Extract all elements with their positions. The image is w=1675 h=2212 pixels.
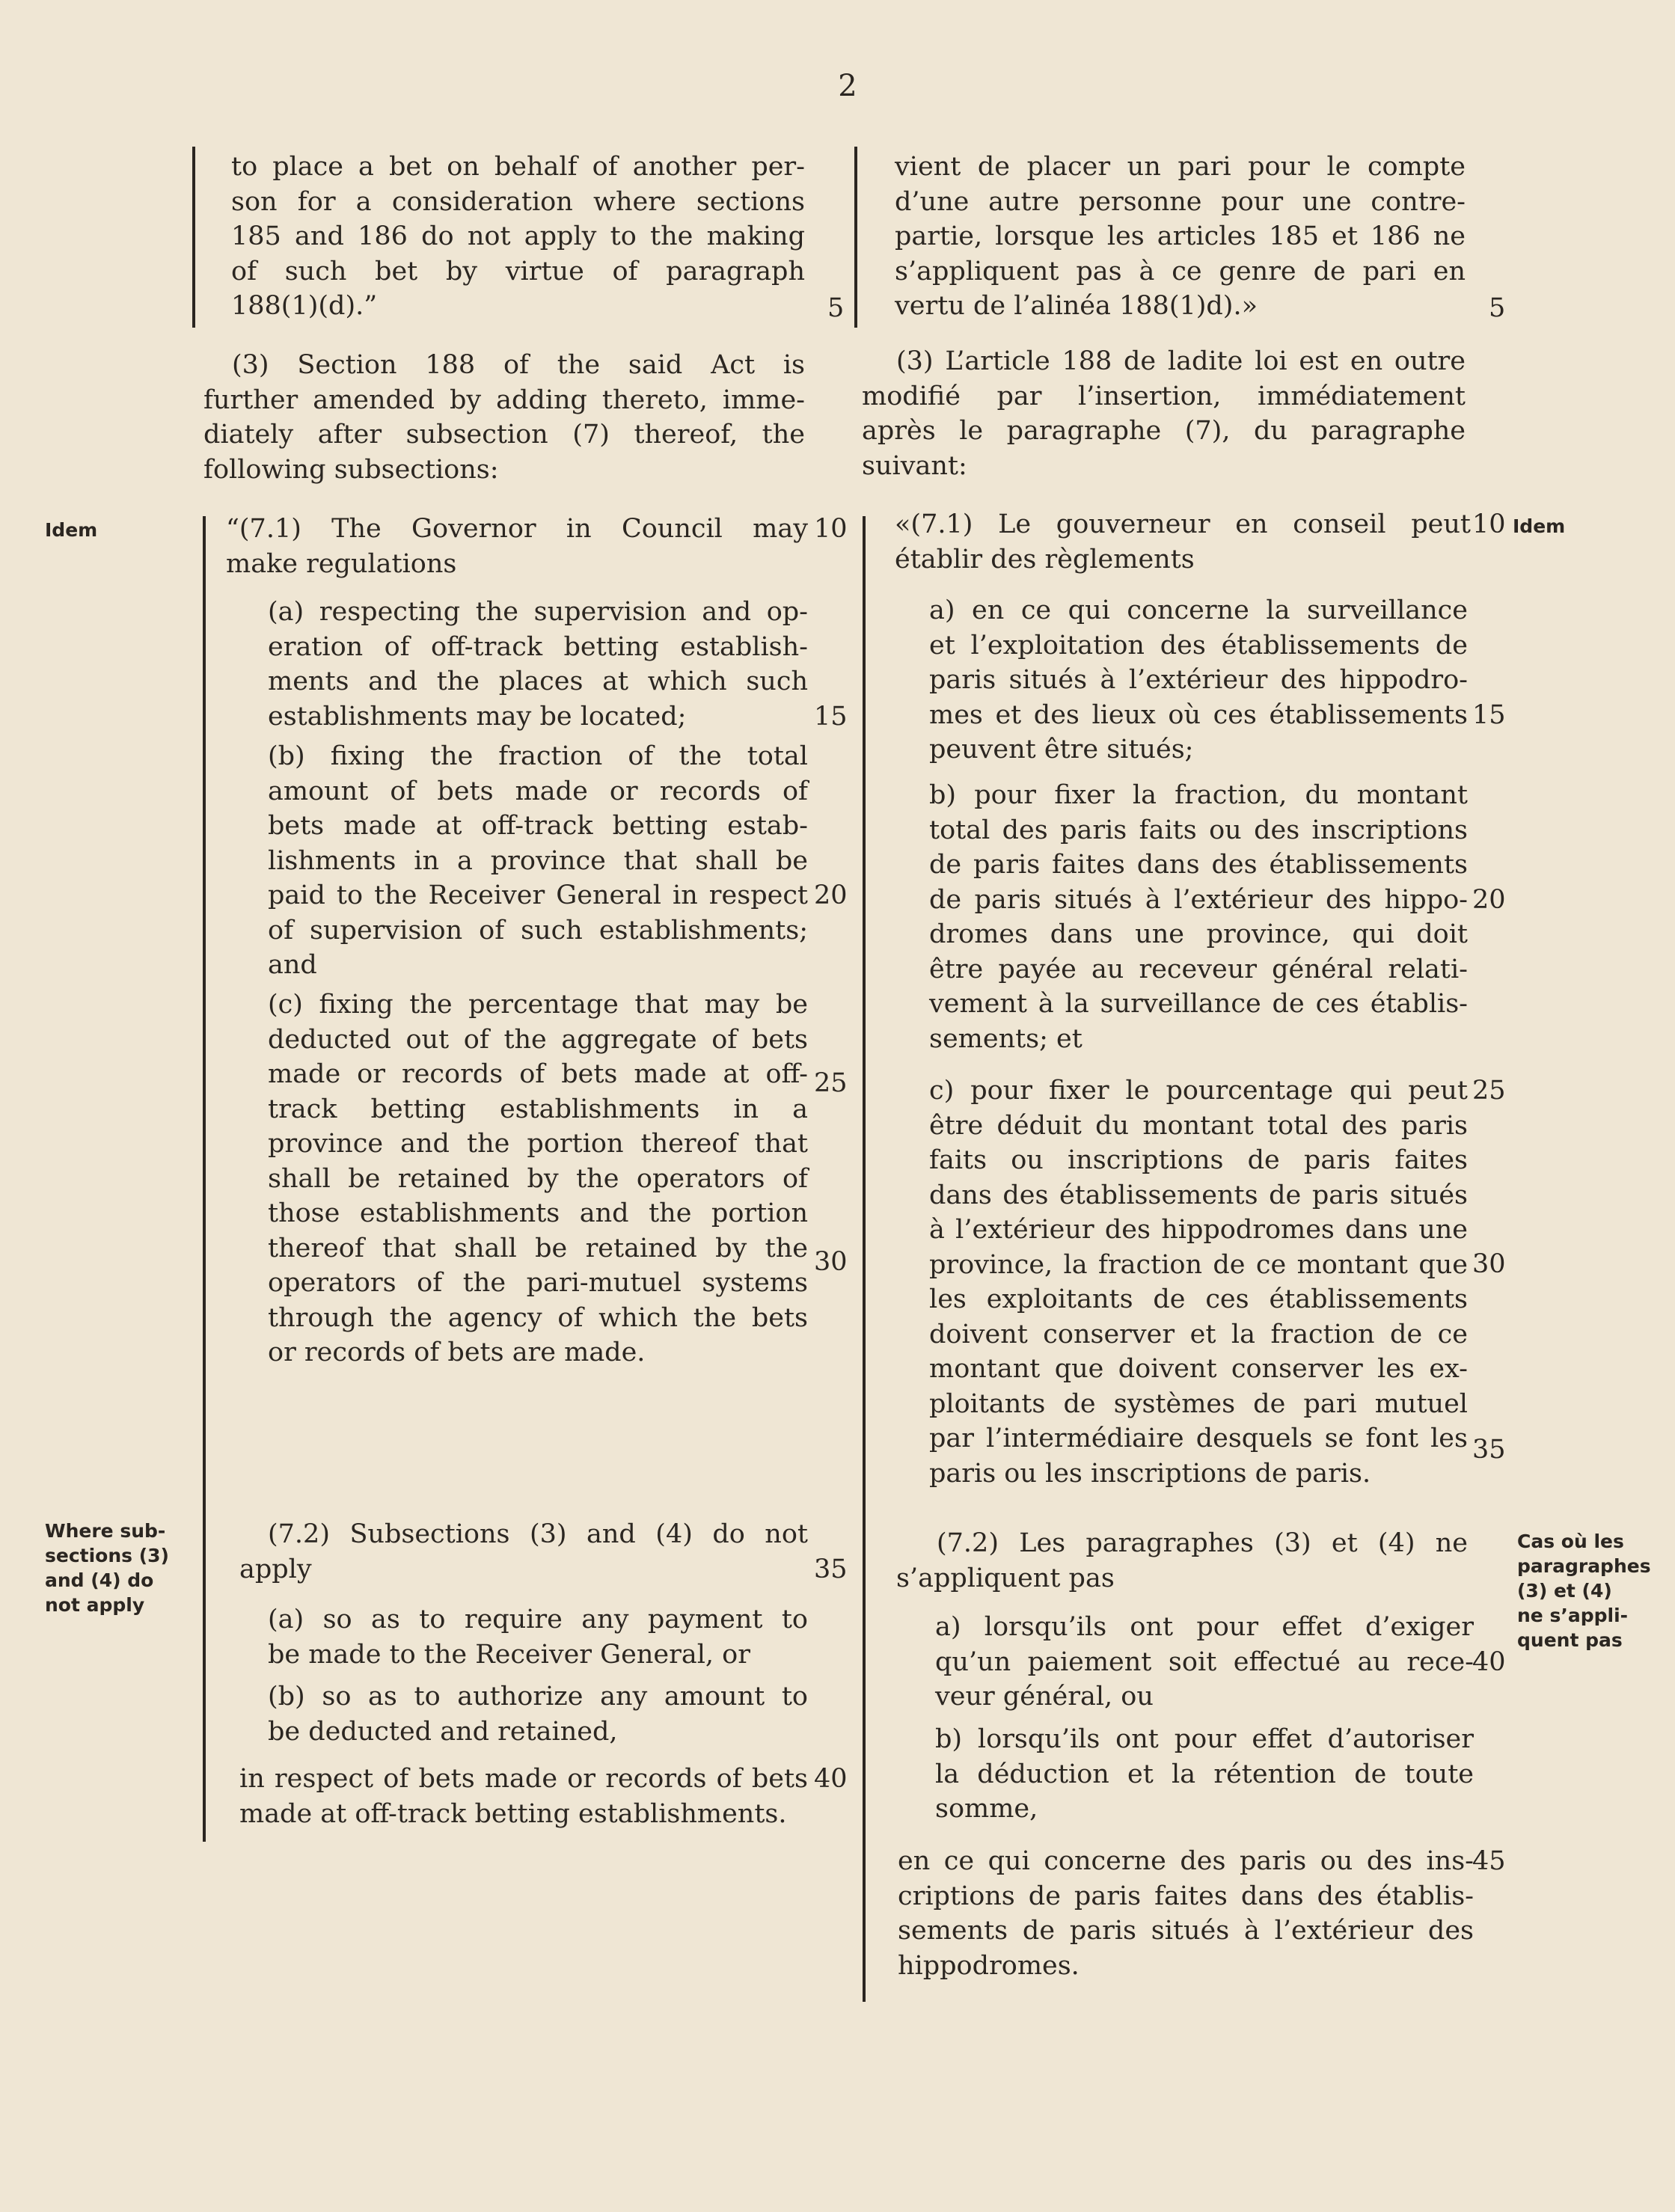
text-line: bets made at off-track betting estab- (268, 811, 808, 841)
note-line: paragraphes (1517, 1555, 1651, 1577)
text-line: sements; et (929, 1023, 1083, 1054)
text-line: montant que doivent conserver les ex- (929, 1354, 1468, 1384)
text-line: à l’extérieur des hippodromes dans une (929, 1215, 1468, 1245)
text-line: sements de paris situés à l’extérieur des (898, 1916, 1474, 1946)
text-line: (3) Section 188 of the said Act is (232, 350, 805, 380)
text-line: province and the portion thereof that (268, 1129, 808, 1159)
english-amendment-bar (203, 516, 206, 1842)
fr-paragraph-7-2-a (935, 1610, 1474, 1715)
text-line: make regulations (226, 548, 457, 579)
text-line: vement à la surveillance de ces établis- (929, 989, 1468, 1019)
text-line: or records of bets are made. (268, 1338, 646, 1367)
text-line: être payée au receveur général relati- (929, 954, 1468, 984)
line-number-20-en: 20 (814, 880, 848, 910)
note-line: Where sub- (45, 1520, 166, 1542)
line-number-30-fr: 30 (1472, 1249, 1506, 1279)
note-line: and (4) do (45, 1569, 154, 1591)
text-line: (b) fixing the fraction of the total (268, 741, 808, 771)
text-line: veur général, ou (935, 1682, 1154, 1712)
text-line: faits ou inscriptions de paris faites (929, 1145, 1468, 1175)
text-line: par l’intermédiaire desquels se font les (929, 1424, 1468, 1453)
text-line: of supervision of such establishments; (268, 915, 808, 946)
text-line: après le paragraphe (7), du paragraphe (862, 416, 1466, 446)
text-line: track betting establishments in a (268, 1094, 808, 1124)
text-line: 185 and 186 do not apply to the making (231, 221, 805, 251)
text-line: qu’un paiement soit effectué au rece- (935, 1646, 1474, 1677)
en-marginal-note-where-subsections (45, 1519, 169, 1617)
text-line: vient de placer un pari pour le compte (895, 152, 1466, 182)
text-line: apply (239, 1554, 312, 1584)
text-line: (b) so as to authorize any amount to (268, 1682, 808, 1712)
text-line: établir des règlements (895, 544, 1195, 575)
fr-continuation (895, 150, 1466, 324)
text-line: (a) so as to require any payment to (268, 1605, 808, 1635)
text-line: criptions de paris faites dans des établis- (898, 1881, 1474, 1911)
line-number-25-en: 25 (814, 1068, 848, 1098)
text-line: lishments in a province that shall be (268, 845, 808, 876)
text-line: operators of the pari-mutuel systems (268, 1268, 808, 1298)
line-number-5-fr: 5 (1489, 293, 1506, 323)
text-line: ploitants de systèmes de pari mutuel (929, 1388, 1468, 1419)
text-line: b) pour fixer la fraction, du montant (929, 780, 1468, 810)
text-line: paris ou les inscriptions de paris. (929, 1458, 1371, 1489)
text-line: être déduit du montant total des paris (929, 1110, 1468, 1141)
fr-amendment-intro (862, 344, 1466, 483)
line-number-10-fr: 10 (1472, 509, 1506, 539)
text-line: s’appliquent pas (896, 1563, 1115, 1593)
line-number-35-en: 35 (814, 1554, 848, 1584)
text-line: mes et des lieux où ces établissements (929, 699, 1468, 730)
text-line: be made to the Receiver General, or (268, 1639, 750, 1670)
text-line: doivent conserver et la fraction de ce (929, 1319, 1468, 1349)
note-line: quent pas (1517, 1629, 1623, 1651)
line-number-5-en: 5 (827, 293, 845, 323)
text-line: suivant: (862, 450, 967, 481)
en-paragraph-7-1-b (268, 739, 808, 983)
en-paragraph-7-1-a (268, 595, 808, 734)
en-subsection-7-2-closing (239, 1762, 808, 1831)
line-number-20-fr: 20 (1472, 885, 1506, 915)
text-line: partie, lorsque les articles 185 et 186 ne (895, 221, 1466, 251)
fr-paragraph-7-2-b (935, 1722, 1474, 1827)
text-line: following subsections: (203, 454, 499, 485)
note-line: Cas où les (1517, 1531, 1624, 1552)
text-line: son for a consideration where sections (231, 186, 805, 217)
text-line: 188(1)(d).” (231, 291, 378, 321)
text-line: through the agency of which the bets (268, 1302, 808, 1333)
text-line: modifié par l’insertion, immédiatement (862, 381, 1466, 411)
line-number-25-fr: 25 (1472, 1076, 1506, 1106)
line-number-40-en: 40 (814, 1764, 848, 1794)
en-subsection-7-1 (226, 512, 808, 581)
fr-marginal-note-cas-ou (1517, 1529, 1651, 1652)
text-line: establishments may be located; (268, 701, 687, 732)
text-line: those establishments and the portion (268, 1198, 808, 1228)
line-number-15-en: 15 (814, 702, 848, 732)
text-line: thereof that shall be retained by the (268, 1233, 808, 1263)
line-number-10-en: 10 (814, 514, 848, 544)
text-line: (c) fixing the percentage that may be (268, 990, 808, 1020)
text-line: and (268, 950, 317, 980)
text-line: made or records of bets made at off- (268, 1059, 808, 1089)
fr-paragraph-7-1-b (929, 778, 1468, 1056)
text-line: somme, (935, 1794, 1038, 1824)
text-line: «(7.1) Le gouverneur en conseil peut (895, 509, 1471, 539)
en-amendment-intro (203, 348, 805, 487)
text-line: of such bet by virtue of paragraph (231, 256, 805, 287)
text-line: c) pour fixer le pourcentage qui peut (929, 1076, 1468, 1106)
french-amendment-bar (863, 516, 866, 2002)
text-line: et l’exploitation des établissements de (929, 630, 1468, 661)
line-number-30-en: 30 (814, 1247, 848, 1277)
note-line: sections (3) (45, 1545, 169, 1566)
text-line: ments and the places at which such (268, 667, 808, 696)
text-line: made at off-track betting establishments. (239, 1798, 787, 1829)
text-line: dans des établissements de paris situés (929, 1180, 1468, 1210)
text-line: total des paris faits ou des inscriptions (929, 815, 1468, 845)
text-line: “(7.1) The Governor in Council may (226, 514, 808, 544)
en-subsection-7-2 (239, 1517, 808, 1587)
text-line: dromes dans une province, qui doit (929, 919, 1468, 949)
note-line: ne s’appli- (1517, 1605, 1629, 1626)
text-line: deducted out of the aggregate of bets (268, 1024, 808, 1055)
text-line: shall be retained by the operators of (268, 1163, 808, 1194)
en-marginal-note-idem: Idem (45, 519, 98, 541)
fr-marginal-note-idem: Idem (1513, 515, 1566, 537)
text-line: (a) respecting the supervision and op- (268, 597, 808, 627)
fr-paragraph-7-1-a (929, 593, 1468, 768)
text-line: de paris situés à l’extérieur des hippo- (929, 884, 1468, 915)
text-line: a) lorsqu’ils ont pour effet d’exiger (935, 1612, 1474, 1642)
text-line: paid to the Receiver General in respect (268, 880, 808, 910)
fr-subsection-7-2-closing (898, 1844, 1474, 1983)
fr-subsection-7-2 (896, 1526, 1468, 1596)
line-number-15-fr: 15 (1472, 700, 1506, 730)
french-continuation-bar (854, 147, 857, 328)
text-line: (3) L’article 188 de ladite loi est en outre (896, 346, 1466, 376)
note-line: not apply (45, 1594, 145, 1616)
line-number-45-fr: 45 (1472, 1846, 1506, 1876)
text-line: be deducted and retained, (268, 1716, 618, 1747)
text-line: en ce qui concerne des paris ou des ins- (898, 1846, 1474, 1876)
en-paragraph-7-2-a (268, 1602, 808, 1672)
en-paragraph-7-1-c (268, 987, 808, 1370)
text-line: (7.2) Subsections (3) and (4) do not (268, 1519, 808, 1549)
text-line: la déduction et la rétention de toute (935, 1759, 1474, 1789)
text-line: vertu de l’alinéa 188(1)d).» (895, 291, 1258, 321)
note-line: (3) et (4) (1517, 1580, 1612, 1602)
text-line: b) lorsqu’ils ont pour effet d’autoriser (935, 1724, 1474, 1754)
text-line: diately after subsection (7) thereof, the (203, 420, 805, 450)
text-line: province, la fraction de ce montant que (929, 1249, 1468, 1280)
text-line: de paris faites dans des établissements (929, 850, 1468, 880)
text-line: amount of bets made or records of (268, 776, 808, 806)
fr-subsection-7-1 (895, 507, 1471, 577)
text-line: a) en ce qui concerne la surveillance (929, 595, 1468, 625)
text-line: les exploitants de ces établissements (929, 1284, 1468, 1314)
text-line: peuvent être situés; (929, 735, 1194, 765)
page-number: 2 (838, 69, 857, 103)
text-line: in respect of bets made or records of bets (239, 1764, 808, 1794)
text-line: paris situés à l’extérieur des hippodro- (929, 665, 1468, 695)
text-line: (7.2) Les paragraphes (3) et (4) ne (937, 1528, 1468, 1558)
line-number-35-fr: 35 (1472, 1435, 1506, 1465)
text-line: to place a bet on behalf of another per- (231, 152, 805, 182)
english-continuation-bar (192, 147, 195, 328)
en-paragraph-7-2-b (268, 1679, 808, 1749)
text-line: s’appliquent pas à ce genre de pari en (895, 256, 1466, 287)
text-line: further amended by adding thereto, imme- (203, 385, 805, 415)
fr-paragraph-7-1-c (929, 1073, 1468, 1491)
text-line: hippodromes. (898, 1950, 1080, 1981)
en-continuation (231, 150, 805, 324)
text-line: d’une autre personne pour une contre- (895, 186, 1466, 217)
line-number-40-fr: 40 (1472, 1647, 1506, 1677)
text-line: eration of off-track betting establish- (268, 631, 808, 662)
